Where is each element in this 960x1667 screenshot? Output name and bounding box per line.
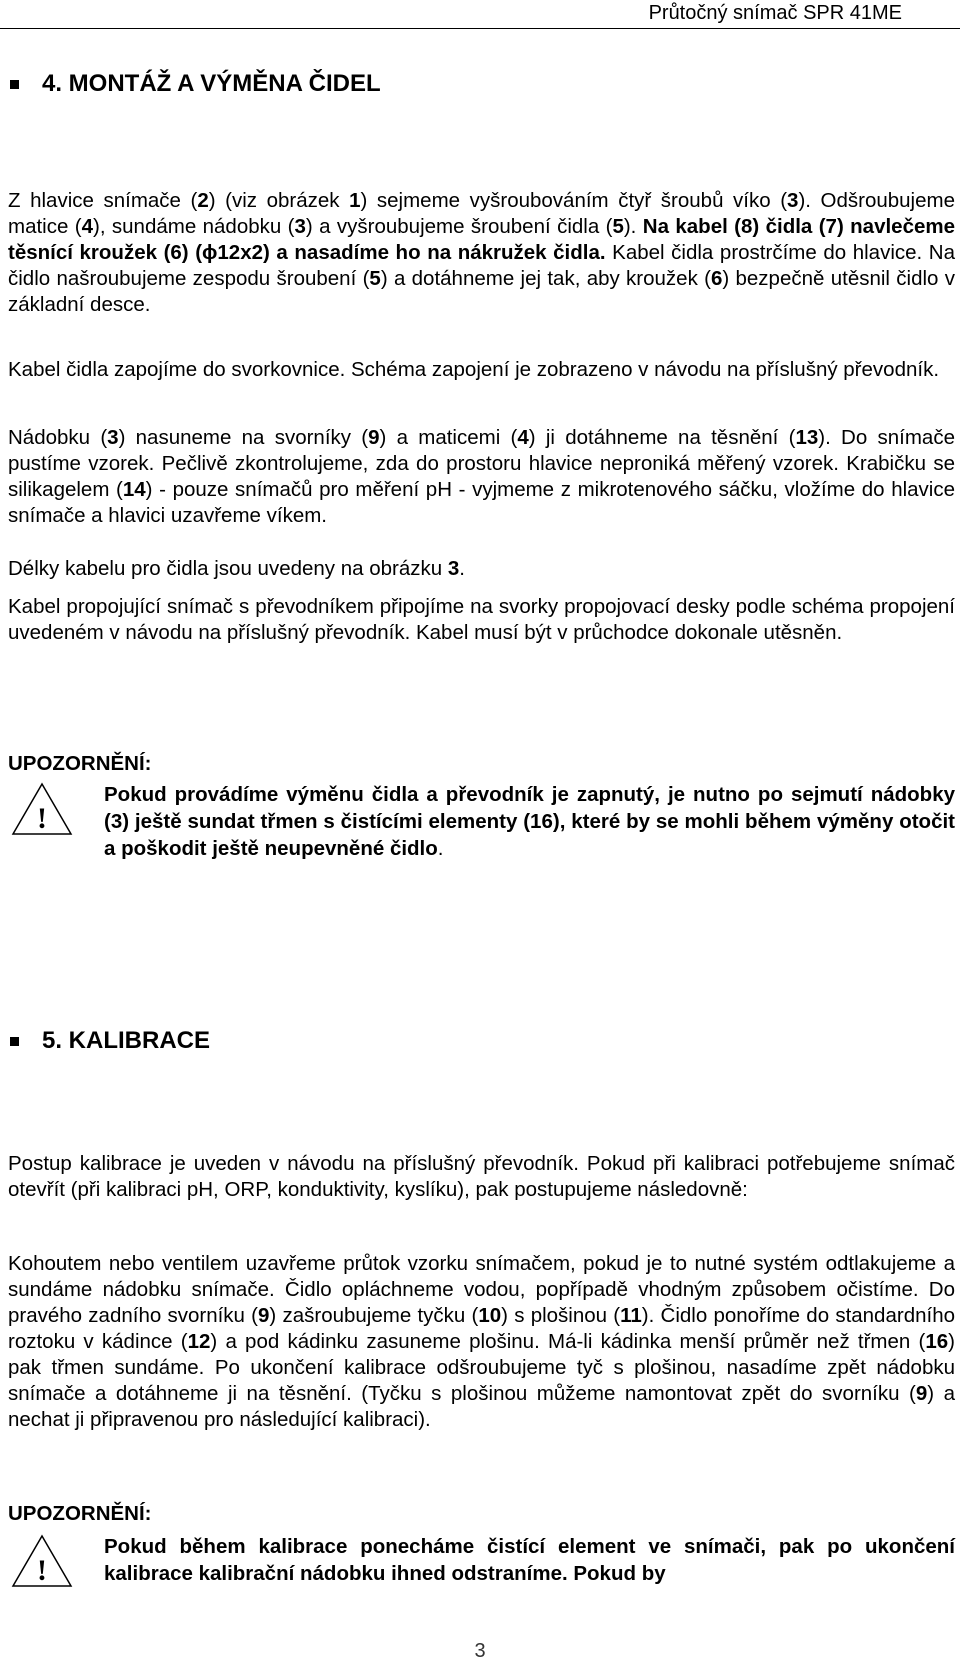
text-run: ) s plošinou (: [501, 1304, 621, 1327]
warning-bold-text: Pokud provádíme výměnu čidla a převodník je zapnutý, je nutno po sejmutí nádobky (3) ještě sundat třmen s čistícími elementy (16), které by se mohli během výměny otočit a poškodit ještě neupevněné čidlo: [104, 783, 955, 860]
paragraph-cable-lengths: [8, 556, 955, 582]
text-run: ). Do snímače pustíme vzorek. Pečlivě zkontrolujeme, zda do prostoru hlavice neproniká měřený vzorek. Krabičku se silikagelem (: [8, 426, 955, 501]
text-run: .: [459, 557, 465, 580]
ref-number: 6: [710, 267, 723, 290]
text-run: ).: [623, 215, 643, 238]
ref-number: 4: [81, 215, 93, 238]
ref-number: 11: [620, 1304, 642, 1327]
paragraph-container: [8, 425, 955, 529]
warning-triangle-icon: [10, 781, 74, 837]
ref-number: 9: [258, 1304, 270, 1327]
warning-text: [104, 781, 955, 862]
paragraph-calibration-intro: Postup kalibrace je uveden v návodu na příslušný převodník. Pokud při kalibraci potřebujeme snímač otevřít (při kalibraci pH, ORP, konduktivity, kyslíku), pak postupujeme následovně:: [8, 1152, 955, 1201]
text-run: ) ji dotáhneme na těsnění (: [528, 426, 796, 449]
text-run: Nádobku (: [8, 426, 108, 449]
paragraph-connection: Kabel propojující snímač s převodníkem připojíme na svorky propojovací desky podle schéma propojení uvedeném v návodu na příslušný převodník. Kabel musí být v průchodce dokonale utěsněn.: [8, 595, 955, 644]
ref-number: 3: [447, 557, 460, 580]
text-run: ) a maticemi (: [379, 426, 518, 449]
section-heading-5: [8, 1027, 210, 1055]
ref-number: 14: [122, 478, 146, 501]
paragraph-assembly: [8, 188, 955, 318]
text-run: ) sejmeme vyšroubováním čtyř šroubů víko (: [360, 189, 788, 212]
ref-number: 5: [612, 215, 624, 238]
section-title: 4. MONTÁŽ A VÝMĚNA ČIDEL: [42, 70, 381, 97]
paragraph-wiring: Kabel čidla zapojíme do svorkovnice. Schéma zapojení je zobrazeno v návodu na příslušný převodník.: [8, 358, 940, 381]
text-run: ) zašroubujeme tyčku (: [269, 1304, 479, 1327]
ref-number: 10: [478, 1304, 502, 1327]
text-run: ) nasuneme na svorníky (: [118, 426, 369, 449]
square-bullet-icon: [10, 80, 19, 89]
section-heading-4: [8, 70, 381, 98]
text-run: ) - pouze snímačů pro měření pH - vyjmeme z mikrotenového sáčku, vložíme do hlavice snímače a hlavici uzavřeme víkem.: [8, 478, 956, 527]
exclamation-glyph: !: [37, 802, 47, 835]
ref-number: 16: [925, 1330, 949, 1353]
ref-number: 9: [368, 426, 380, 449]
warning-label: UPOZORNĚNÍ:: [8, 752, 152, 775]
ref-number: 3: [107, 426, 119, 449]
ref-number: 1: [349, 189, 361, 212]
ref-number: 5: [369, 267, 381, 290]
text-run: ). Čidlo ponoříme do standardního roztoku v kádince (: [8, 1304, 955, 1353]
text-run: ) a pod kádinku zasuneme plošinu. Má-li kádinka menší průměr než třmen (: [210, 1330, 926, 1353]
warning-triangle-icon: [10, 1533, 74, 1589]
page-number: 3: [474, 1640, 486, 1662]
bold-instruction: Na kabel (8) čidla (7) navlečeme těsnící kroužek (6) (ϕ12x2) a nasadíme ho na nákružek čidla.: [8, 215, 956, 264]
text-run: .: [437, 837, 444, 860]
text-run: ). Odšroubujeme matice (: [8, 189, 955, 238]
text-run: Z hlavice snímače (: [8, 189, 198, 212]
text-run: ) a dotáhneme jej tak, aby kroužek (: [380, 267, 711, 290]
ref-number: 3: [294, 215, 306, 238]
ref-number: 4: [517, 426, 529, 449]
page-header: [0, 0, 960, 29]
text-run: Délky kabelu pro čidla jsou uvedeny na obrázku: [8, 557, 448, 580]
text-run: Kabel čidla prostrčíme do hlavice. Na čidlo našroubujeme zespodu šroubení (: [8, 241, 956, 290]
square-bullet-icon: [10, 1037, 19, 1046]
ref-number: 3: [787, 189, 799, 212]
paragraph-calibration-procedure: [8, 1251, 955, 1433]
document-title: Průtočný snímač SPR 41ME: [648, 2, 902, 24]
ref-number: 12: [187, 1330, 211, 1353]
text-run: ) pak třmen sundáme. Po ukončení kalibrace odšroubujeme tyč s plošinou, nasadíme zpět nádobku snímače a dotáhneme ji na těsnění. (Tyčku s plošinou můžeme namontovat zpět do svorníku (: [8, 1330, 955, 1405]
ref-number: 2: [197, 189, 209, 212]
ref-number: 9: [915, 1382, 928, 1405]
text-run: ), sundáme nádobku (: [93, 215, 295, 238]
text-run: Kohoutem nebo ventilem uzavřeme průtok vzorku snímačem, pokud je to nutné systém odtlakujeme a sundáme nádobku snímače. Čidlo opláchneme vodou, popřípadě vhodným způsobem očistíme. Do pravého zadního svorníku (: [8, 1252, 955, 1327]
text-run: ) bezpečně utěsnil čidlo v základní desce.: [8, 267, 955, 316]
section-title: 5. KALIBRACE: [42, 1027, 211, 1054]
exclamation-glyph: !: [37, 1554, 47, 1587]
text-run: ) (viz obrázek: [208, 189, 350, 212]
warning-label: UPOZORNĚNÍ:: [8, 1502, 152, 1525]
text-run: ) a vyšroubujeme šroubení čidla (: [305, 215, 613, 238]
text-run: ) a nechat ji připravenou pro následující kalibraci).: [8, 1382, 955, 1431]
warning-text: Pokud během kalibrace ponecháme čistící element ve snímači, pak po ukončení kalibrace kalibrační nádobku ihned odstraníme. Pokud by: [104, 1535, 955, 1585]
ref-number: 13: [795, 426, 819, 449]
